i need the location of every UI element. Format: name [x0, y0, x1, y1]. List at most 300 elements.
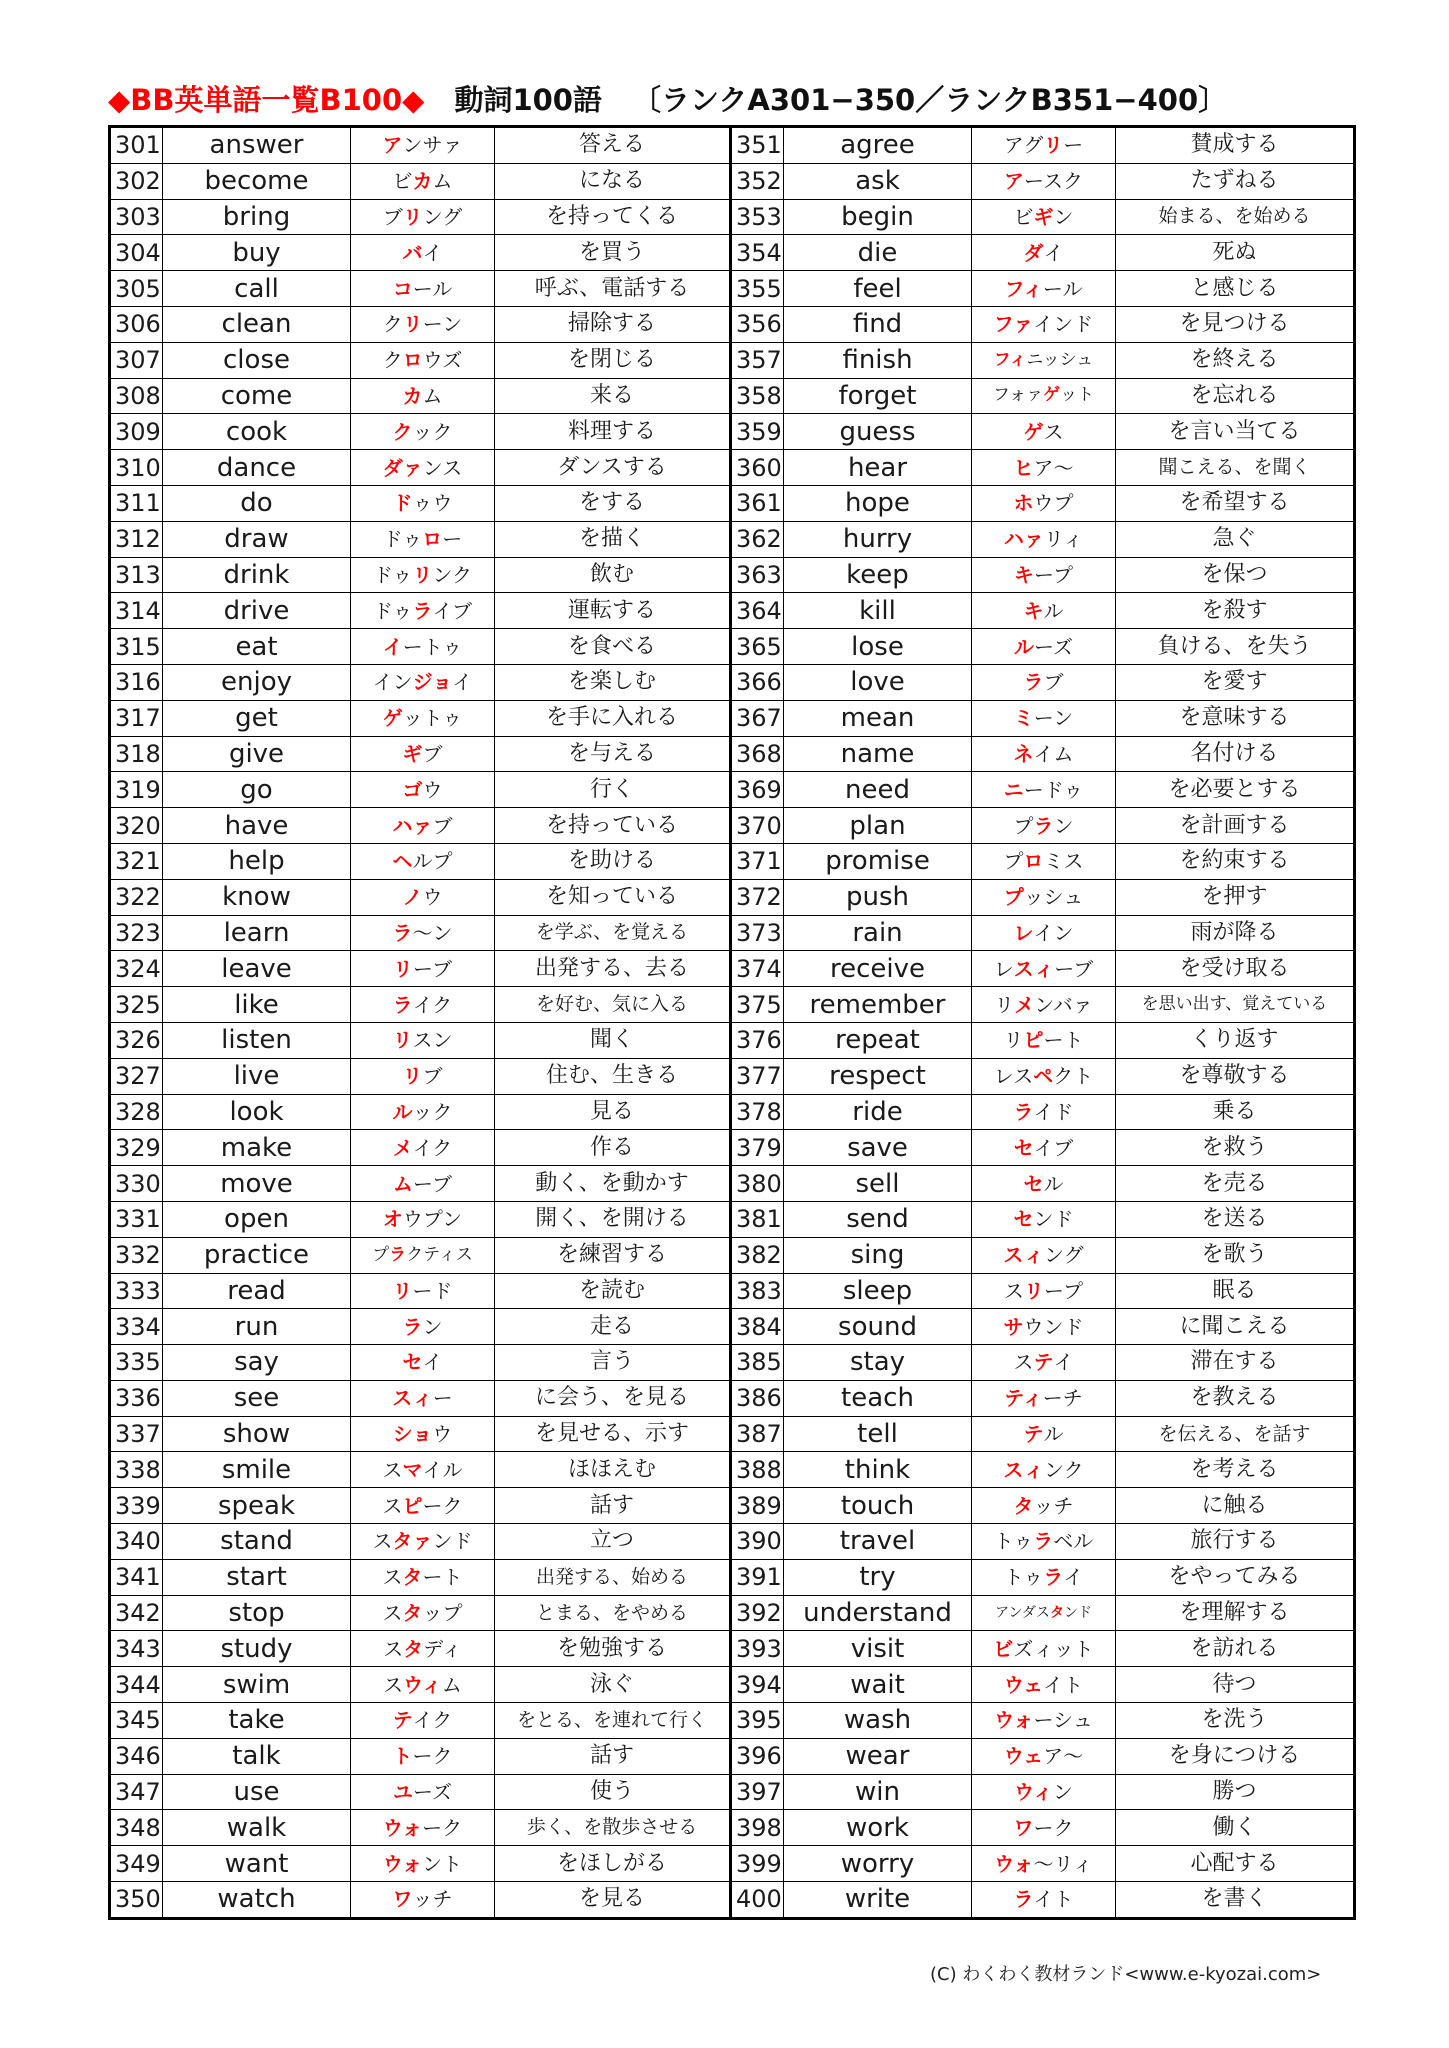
katakana-stress: ロ	[422, 527, 443, 552]
entry-number: 389	[731, 1488, 784, 1524]
entry-word: love	[784, 664, 972, 700]
entry-meaning: に聞こえる	[1116, 1309, 1355, 1345]
entry-word: forget	[784, 378, 972, 414]
katakana-stress: ヒ	[1013, 455, 1034, 480]
katakana-post: スン	[412, 1028, 453, 1053]
katakana-post: ブ	[1043, 670, 1064, 695]
entry-meaning: を好む、気に入る	[495, 987, 731, 1023]
entry-word: make	[163, 1130, 351, 1166]
entry-number: 317	[110, 700, 163, 736]
entry-katakana	[972, 1237, 1116, 1273]
entry-number: 323	[110, 915, 163, 951]
katakana-post: ットゥ	[402, 706, 463, 731]
katakana-post: イ	[452, 670, 473, 695]
entry-meaning: 出発する、始める	[495, 1559, 731, 1595]
entry-meaning: とまる、をやめる	[495, 1595, 731, 1631]
table-row	[110, 485, 1355, 521]
entry-word: hurry	[784, 521, 972, 557]
entry-word: finish	[784, 342, 972, 378]
katakana-stress: ショ	[392, 1422, 433, 1447]
entry-word: understand	[784, 1595, 972, 1631]
katakana-post: ーチ	[1042, 1386, 1083, 1411]
entry-katakana	[972, 664, 1116, 700]
entry-word: smile	[163, 1452, 351, 1488]
katakana-post: ーブ	[1054, 956, 1094, 981]
entry-word: sing	[784, 1237, 972, 1273]
katakana-stress: オ	[382, 1207, 403, 1232]
entry-word: leave	[163, 951, 351, 987]
entry-katakana	[351, 1237, 495, 1273]
katakana-post: ック	[412, 419, 453, 444]
katakana-stress: セ	[1013, 1135, 1034, 1160]
katakana-post: イド	[1033, 1099, 1074, 1124]
table-row	[110, 378, 1355, 414]
entry-word: tell	[784, 1416, 972, 1452]
entry-katakana	[351, 700, 495, 736]
entry-meaning: 出発する、去る	[495, 951, 731, 987]
entry-meaning: 死ぬ	[1116, 235, 1355, 271]
katakana-stress: セ	[1013, 1207, 1034, 1232]
entry-katakana	[972, 1416, 1116, 1452]
katakana-stress: キ	[1014, 562, 1034, 587]
entry-number: 375	[731, 987, 784, 1023]
entry-meaning: 見る	[495, 1094, 731, 1130]
entry-meaning: になる	[495, 163, 731, 199]
katakana-stress: ラ	[412, 598, 433, 623]
entry-katakana	[351, 1201, 495, 1237]
entry-katakana	[351, 1345, 495, 1381]
katakana-stress: タ	[1049, 1605, 1064, 1622]
katakana-stress: ク	[392, 419, 413, 444]
entry-meaning: くり返す	[1116, 1022, 1355, 1058]
entry-number: 322	[110, 879, 163, 915]
entry-word: dance	[163, 450, 351, 486]
katakana-post: ング	[1044, 1243, 1084, 1268]
entry-number: 329	[110, 1130, 163, 1166]
table-row	[110, 1703, 1355, 1739]
entry-meaning: を教える	[1116, 1380, 1355, 1416]
table-row	[110, 414, 1355, 450]
entry-katakana	[351, 163, 495, 199]
entry-number: 394	[731, 1667, 784, 1703]
entry-katakana	[351, 1309, 495, 1345]
katakana-stress: ミ	[1013, 706, 1034, 731]
entry-number: 377	[731, 1058, 784, 1094]
katakana-post: ア〜	[1043, 1744, 1084, 1769]
entry-word: bring	[163, 199, 351, 235]
entry-meaning: を計画する	[1116, 808, 1355, 844]
katakana-stress: ピ	[402, 1493, 423, 1518]
entry-meaning: を読む	[495, 1273, 731, 1309]
entry-katakana	[972, 1309, 1116, 1345]
entry-word: get	[163, 700, 351, 736]
katakana-stress: テ	[392, 1708, 413, 1733]
katakana-stress: ウィ	[1014, 1780, 1053, 1805]
entry-katakana	[351, 450, 495, 486]
entry-katakana	[972, 593, 1116, 629]
entry-number: 388	[731, 1452, 784, 1488]
table-row	[110, 1380, 1355, 1416]
entry-meaning: 行く	[495, 772, 731, 808]
entry-meaning: を食べる	[495, 629, 731, 665]
entry-word: try	[784, 1559, 972, 1595]
entry-word: live	[163, 1058, 351, 1094]
entry-word: send	[784, 1201, 972, 1237]
table-row	[110, 1810, 1355, 1846]
katakana-post: ーク	[422, 1815, 463, 1840]
katakana-stress: リ	[1024, 1278, 1044, 1303]
entry-number: 340	[110, 1524, 163, 1560]
entry-meaning: と感じる	[1116, 271, 1355, 307]
katakana-stress: ア	[382, 133, 403, 158]
entry-number: 397	[731, 1774, 784, 1810]
table-row	[110, 342, 1355, 378]
entry-number: 355	[731, 271, 784, 307]
entry-number: 313	[110, 557, 163, 593]
entry-number: 387	[731, 1416, 784, 1452]
entry-word: become	[163, 163, 351, 199]
entry-meaning: をする	[495, 485, 731, 521]
katakana-stress: カ	[412, 169, 433, 194]
table-row	[110, 1130, 1355, 1166]
katakana-stress: ヘ	[392, 849, 413, 874]
katakana-stress: リ	[392, 1028, 413, 1053]
katakana-post: イム	[1033, 741, 1074, 766]
copyright-footer: (C) わくわく教材ランド<www.e-kyozai.com>	[930, 1964, 1322, 1985]
entry-katakana	[972, 736, 1116, 772]
entry-meaning: を押す	[1116, 879, 1355, 915]
entry-number: 318	[110, 736, 163, 772]
entry-katakana	[351, 1058, 495, 1094]
entry-meaning: 心配する	[1116, 1846, 1355, 1882]
katakana-pre: リ	[1003, 1028, 1024, 1053]
entry-meaning: を終える	[1116, 342, 1355, 378]
entry-word: hear	[784, 450, 972, 486]
entry-meaning: を愛す	[1116, 664, 1355, 700]
entry-number: 383	[731, 1273, 784, 1309]
entry-number: 369	[731, 772, 784, 808]
entry-meaning: 言う	[495, 1345, 731, 1381]
entry-katakana	[972, 1488, 1116, 1524]
entry-meaning: 名付ける	[1116, 736, 1355, 772]
entry-number: 341	[110, 1559, 163, 1595]
entry-katakana	[972, 1273, 1116, 1309]
katakana-post: イク	[412, 1708, 453, 1733]
entry-number: 367	[731, 700, 784, 736]
katakana-pre: フォァ	[992, 385, 1044, 406]
entry-meaning: を買う	[495, 235, 731, 271]
entry-word: feel	[784, 271, 972, 307]
katakana-post: ミス	[1043, 849, 1084, 874]
entry-katakana	[972, 951, 1116, 987]
entry-number: 303	[110, 199, 163, 235]
entry-katakana	[351, 987, 495, 1023]
entry-word: study	[163, 1631, 351, 1667]
entry-number: 304	[110, 235, 163, 271]
table-row	[110, 199, 1355, 235]
entry-number: 400	[731, 1882, 784, 1919]
entry-katakana	[351, 629, 495, 665]
katakana-pre: アグ	[1003, 133, 1044, 158]
entry-word: show	[163, 1416, 351, 1452]
katakana-post: ウ	[422, 885, 443, 910]
entry-word: stop	[163, 1595, 351, 1631]
entry-word: go	[163, 772, 351, 808]
katakana-stress: タ	[402, 1565, 423, 1590]
entry-number: 380	[731, 1166, 784, 1202]
entry-word: know	[163, 879, 351, 915]
entry-number: 372	[731, 879, 784, 915]
entry-number: 325	[110, 987, 163, 1023]
entry-katakana	[351, 378, 495, 414]
katakana-stress: ハァ	[392, 813, 433, 838]
entry-meaning: に会う、を見る	[495, 1380, 731, 1416]
entry-number: 314	[110, 593, 163, 629]
entry-katakana	[972, 485, 1116, 521]
entry-meaning: を思い出す、覚えている	[1116, 987, 1355, 1023]
entry-number: 391	[731, 1559, 784, 1595]
entry-meaning: 飲む	[495, 557, 731, 593]
entry-katakana	[972, 629, 1116, 665]
entry-word: begin	[784, 199, 972, 235]
katakana-post: イ	[1063, 1565, 1084, 1590]
entry-meaning: 泳ぐ	[495, 1667, 731, 1703]
katakana-stress: ラ	[392, 992, 413, 1017]
entry-number: 385	[731, 1345, 784, 1381]
entry-word: wash	[784, 1703, 972, 1739]
katakana-post: イト	[1043, 1672, 1084, 1697]
katakana-stress: ティ	[1004, 1386, 1043, 1411]
entry-number: 362	[731, 521, 784, 557]
katakana-stress: ウォ	[994, 1708, 1034, 1733]
katakana-post: リィ	[1043, 527, 1084, 552]
entry-number: 344	[110, 1667, 163, 1703]
entry-katakana	[351, 127, 495, 164]
katakana-post: ール	[412, 276, 453, 301]
entry-meaning: を理解する	[1116, 1595, 1355, 1631]
katakana-pre: ク	[382, 312, 403, 337]
katakana-post: ブ	[422, 1064, 443, 1089]
table-row	[110, 1237, 1355, 1273]
entry-katakana	[351, 843, 495, 879]
katakana-stress: セ	[402, 1350, 423, 1375]
katakana-post: ード	[412, 1278, 453, 1303]
katakana-stress: リ	[412, 562, 433, 587]
entry-word: ask	[784, 163, 972, 199]
katakana-stress: ウォ	[382, 1815, 423, 1840]
katakana-post: イ	[1043, 240, 1064, 265]
entry-katakana	[351, 1416, 495, 1452]
entry-number: 324	[110, 951, 163, 987]
entry-meaning: を希望する	[1116, 485, 1355, 521]
entry-katakana	[972, 1094, 1116, 1130]
entry-katakana	[351, 808, 495, 844]
katakana-stress: ラ	[1013, 1887, 1034, 1912]
katakana-post: ゥウ	[412, 491, 453, 516]
entry-meaning: 答える	[495, 127, 731, 164]
entry-meaning: 使う	[495, 1774, 731, 1810]
entry-word: buy	[163, 235, 351, 271]
entry-number: 334	[110, 1309, 163, 1345]
entry-word: ride	[784, 1094, 972, 1130]
entry-word: open	[163, 1201, 351, 1237]
katakana-pre: ス	[382, 1601, 403, 1626]
entry-katakana	[351, 736, 495, 772]
table-row	[110, 1416, 1355, 1452]
entry-word: use	[163, 1774, 351, 1810]
entry-meaning: 開く、を開ける	[495, 1201, 731, 1237]
entry-word: repeat	[784, 1022, 972, 1058]
katakana-stress: バ	[402, 240, 423, 265]
entry-number: 395	[731, 1703, 784, 1739]
katakana-pre: ス	[382, 1457, 403, 1482]
entry-katakana	[972, 808, 1116, 844]
katakana-pre: ス	[1004, 1278, 1024, 1303]
entry-meaning: を忘れる	[1116, 378, 1355, 414]
entry-number: 326	[110, 1022, 163, 1058]
entry-katakana	[972, 1130, 1116, 1166]
title-range: 〔ランクA301−350／ランクB351−400〕	[632, 83, 1228, 117]
katakana-post: ン	[1053, 813, 1074, 838]
katakana-stress: スィ	[1003, 1457, 1044, 1482]
katakana-stress: マ	[402, 1457, 423, 1482]
entry-word: sleep	[784, 1273, 972, 1309]
entry-word: win	[784, 1774, 972, 1810]
entry-meaning: を知っている	[495, 879, 731, 915]
entry-word: clean	[163, 306, 351, 342]
katakana-pre: トゥ	[993, 1529, 1034, 1554]
entry-meaning: を保つ	[1116, 557, 1355, 593]
katakana-post: ント	[422, 1851, 463, 1876]
table-row	[110, 450, 1355, 486]
entry-word: say	[163, 1345, 351, 1381]
katakana-stress: ラ	[1043, 1565, 1064, 1590]
entry-number: 302	[110, 163, 163, 199]
entry-word: practice	[163, 1237, 351, 1273]
katakana-post: イ	[1053, 1350, 1074, 1375]
katakana-post: ング	[422, 204, 463, 229]
entry-katakana	[972, 700, 1116, 736]
katakana-post: ウ	[432, 1422, 453, 1447]
katakana-stress: ギ	[402, 741, 423, 766]
entry-meaning: たずねる	[1116, 163, 1355, 199]
entry-katakana	[351, 1094, 495, 1130]
entry-number: 342	[110, 1595, 163, 1631]
table-row	[110, 1524, 1355, 1560]
entry-word: name	[784, 736, 972, 772]
katakana-stress: ハァ	[1003, 527, 1044, 552]
entry-meaning: を言い当てる	[1116, 414, 1355, 450]
katakana-post: ーシュ	[1033, 1708, 1093, 1733]
katakana-pre: イン	[372, 670, 413, 695]
entry-meaning: 動く、を動かす	[495, 1166, 731, 1202]
entry-katakana	[972, 1380, 1116, 1416]
katakana-post: ーズ	[1034, 634, 1073, 659]
katakana-stress: ゲ	[1043, 385, 1061, 406]
katakana-post: イブ	[1033, 1135, 1074, 1160]
katakana-pre: プ	[372, 1244, 390, 1265]
katakana-stress: スィ	[1013, 956, 1055, 981]
katakana-pre: ドゥ	[372, 562, 413, 587]
katakana-post: ム	[422, 383, 443, 408]
table-row	[110, 1774, 1355, 1810]
entry-word: answer	[163, 127, 351, 164]
entry-katakana	[351, 1703, 495, 1739]
katakana-pre: ス	[382, 1493, 403, 1518]
katakana-stress: ノ	[402, 885, 423, 910]
entry-number: 307	[110, 342, 163, 378]
table-row	[110, 772, 1355, 808]
entry-meaning: を見る	[495, 1882, 731, 1919]
table-row	[110, 1488, 1355, 1524]
entry-number: 315	[110, 629, 163, 665]
entry-word: move	[163, 1166, 351, 1202]
entry-word: rain	[784, 915, 972, 951]
entry-number: 328	[110, 1094, 163, 1130]
entry-katakana	[972, 1559, 1116, 1595]
entry-word: drink	[163, 557, 351, 593]
entry-katakana	[351, 235, 495, 271]
entry-katakana	[972, 1452, 1116, 1488]
entry-meaning: に触る	[1116, 1488, 1355, 1524]
entry-number: 386	[731, 1380, 784, 1416]
table-row	[110, 951, 1355, 987]
entry-katakana	[351, 1882, 495, 1919]
katakana-stress: リ	[393, 956, 413, 981]
entry-number: 364	[731, 593, 784, 629]
table-row	[110, 1309, 1355, 1345]
katakana-stress: ユ	[393, 1780, 413, 1805]
entry-word: watch	[163, 1882, 351, 1919]
title-main: ◆BB英単語一覧B100◆	[108, 83, 425, 117]
entry-katakana	[972, 1524, 1116, 1560]
entry-number: 316	[110, 664, 163, 700]
entry-katakana	[972, 450, 1116, 486]
katakana-stress: リ	[402, 312, 423, 337]
table-row	[110, 557, 1355, 593]
entry-katakana	[972, 163, 1116, 199]
katakana-stress: イ	[382, 634, 403, 659]
katakana-stress: ラ	[392, 920, 413, 945]
katakana-post: ンド	[1033, 1207, 1074, 1232]
entry-word: stay	[784, 1345, 972, 1381]
entry-katakana	[972, 1810, 1116, 1846]
katakana-stress: ル	[1014, 634, 1034, 659]
entry-number: 361	[731, 485, 784, 521]
entry-katakana	[351, 557, 495, 593]
katakana-post: ンバァ	[1034, 992, 1093, 1017]
entry-number: 339	[110, 1488, 163, 1524]
entry-word: close	[163, 342, 351, 378]
entry-katakana	[972, 414, 1116, 450]
entry-number: 348	[110, 1810, 163, 1846]
katakana-post: ール	[1042, 276, 1083, 301]
entry-meaning: 滞在する	[1116, 1345, 1355, 1381]
katakana-stress: スィ	[1003, 1243, 1044, 1268]
entry-meaning: を与える	[495, 736, 731, 772]
entry-meaning: 作る	[495, 1130, 731, 1166]
table-row	[110, 1559, 1355, 1595]
entry-number: 354	[731, 235, 784, 271]
katakana-post: ル	[1043, 1422, 1064, 1447]
katakana-pre: ドゥ	[373, 598, 413, 623]
entry-word: help	[163, 843, 351, 879]
entry-katakana	[351, 1846, 495, 1882]
katakana-stress: ル	[392, 1099, 413, 1124]
katakana-post: ム	[432, 169, 453, 194]
entry-word: start	[163, 1559, 351, 1595]
katakana-stress: ゲ	[1023, 419, 1044, 444]
